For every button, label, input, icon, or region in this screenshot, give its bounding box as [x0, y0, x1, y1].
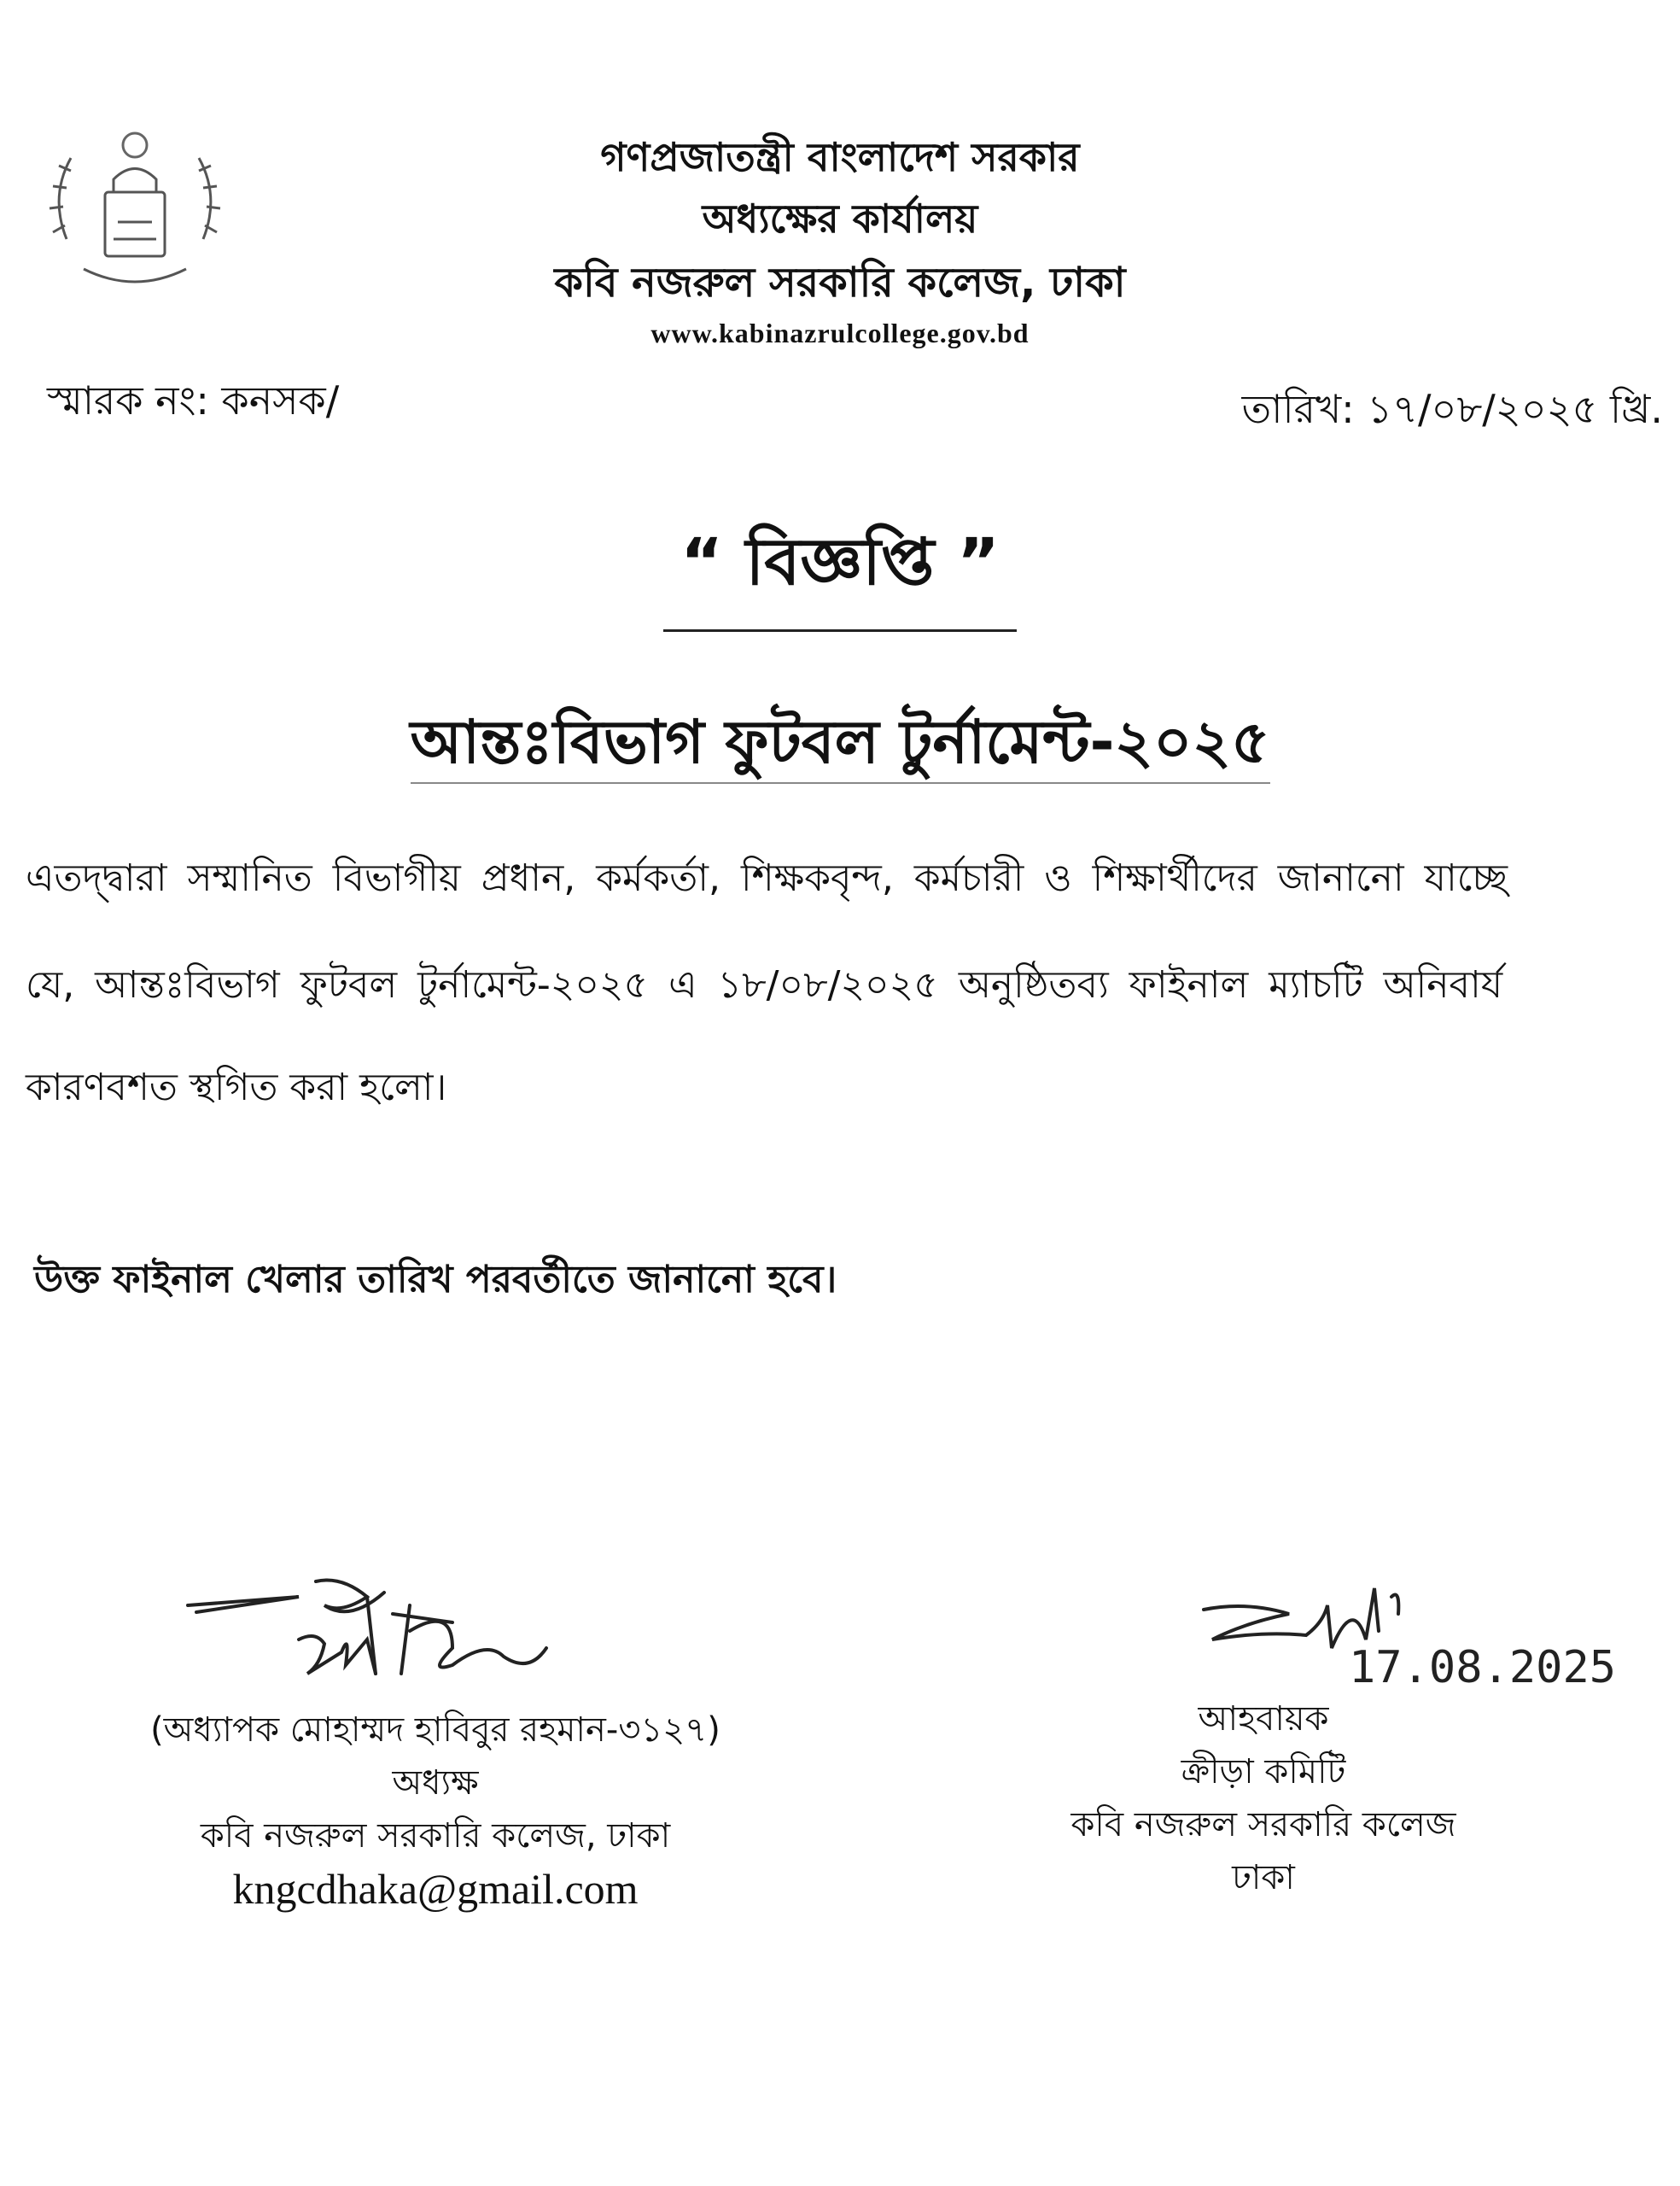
convenor-signature-icon	[1195, 1571, 1639, 1708]
principal-name: (অধ্যাপক মোহাম্মদ হাবিবুর রহমান-৩১২৭)	[150, 1710, 720, 1750]
notice-date: তারিখ: ১৭/০৮/২০২৫ খ্রি.	[1241, 386, 1663, 432]
sports-committee: ক্রীড়া কমিটি	[1181, 1752, 1346, 1791]
convenor-city: ঢাকা	[1232, 1858, 1295, 1897]
body-line-2: যে, আন্তঃবিভাগ ফুটবল টুর্নামেন্ট-২০২৫ এ ১৮/০৮/২০২৫ অনুষ্ঠিতব্য ফাইনাল ম্যাচটি অনিবার্য	[26, 963, 1503, 1007]
body-line-4: উক্ত ফাইনাল খেলার তারিখ পরবর্তীতে জানানো হবে।	[34, 1258, 837, 1301]
notice-subject-text: আন্তঃবিভাগ ফুটবল টুর্নামেন্ট-২০২৫	[411, 707, 1270, 784]
college-title: কবি নজরুল সরকারি কলেজ, ঢাকা	[554, 259, 1126, 307]
notice-subject	[0, 696, 1680, 796]
convenor-institution: কবি নজরুল সরকারি কলেজ	[1070, 1805, 1456, 1844]
office-title: অধ্যক্ষের কার্যালয়	[702, 196, 978, 242]
memo-number: স্মারক নং: কনসক/	[47, 377, 340, 424]
college-website: www.kabinazrulcollege.gov.bd	[650, 318, 1030, 348]
principal-sign-block	[85, 1704, 785, 1915]
convenor-sign-block	[990, 1692, 1537, 1904]
principal-signature-icon	[171, 1571, 615, 1708]
principal-email[interactable]: kngcdhaka@gmail.com	[232, 1865, 639, 1913]
notice-heading-text: “ বিজ্ঞপ্তি ”	[663, 512, 1017, 632]
body-line-3: কারণবশত স্থগিত করা হলো।	[26, 1066, 447, 1109]
government-title: গণপ্রজাতন্ত্রী বাংলাদেশ সরকার	[600, 134, 1080, 180]
handwritten-date: 17.08.2025	[1349, 1642, 1617, 1693]
convenor-designation: আহবায়ক	[1198, 1699, 1329, 1739]
principal-institution: কবি নজরুল সরকারি কলেজ, ঢাকা	[200, 1816, 671, 1856]
body-line-1: এতদ্দ্বারা সম্মানিত বিভাগীয় প্রধান, কর্মকর্তা, শিক্ষকবৃন্দ, কর্মচারী ও শিক্ষার্থীদের জানানো যাচ্ছে	[26, 856, 1508, 900]
principal-designation: অধ্যক্ষ	[392, 1763, 479, 1803]
notice-heading	[0, 512, 1680, 632]
